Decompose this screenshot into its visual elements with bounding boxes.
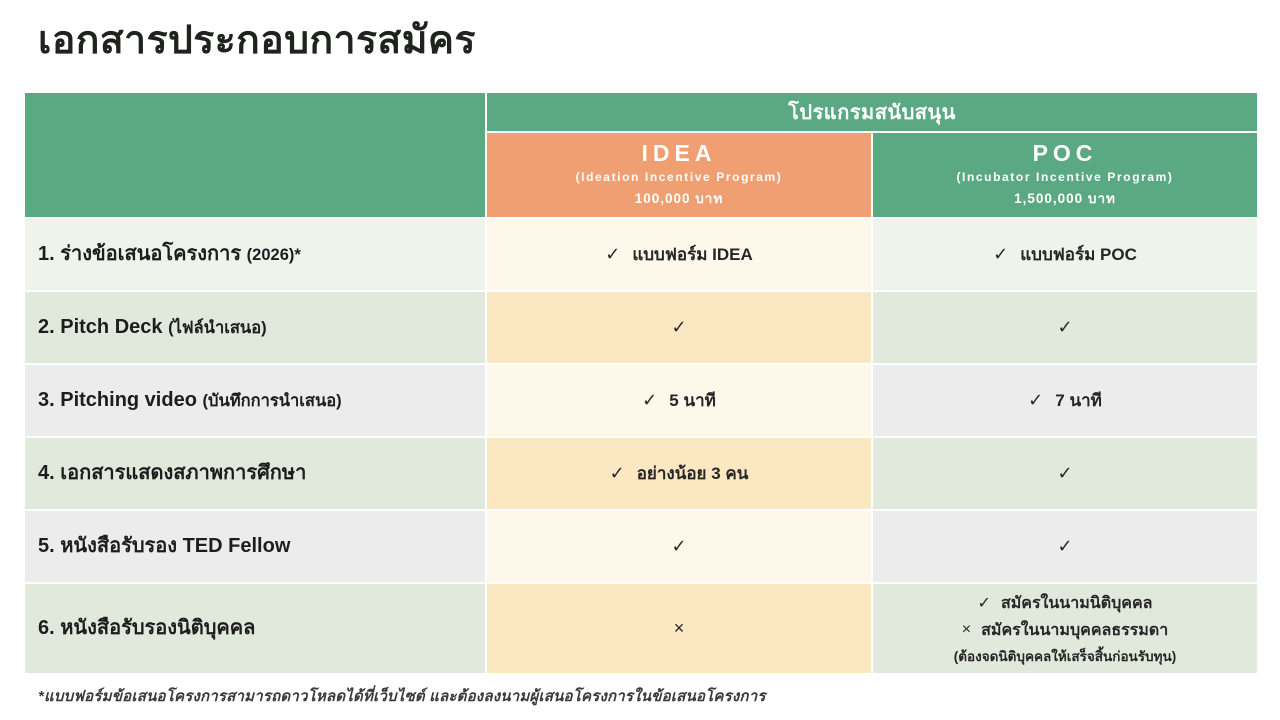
check-icon: ✓: [642, 390, 658, 410]
row-label-text: [38, 242, 301, 267]
row-label-1: [25, 219, 485, 290]
poc-program-subtitle: (Incubator Incentive Program): [956, 169, 1174, 184]
footnote: *แบบฟอร์มข้อเสนอโครงการสามารถดาวโหลดได้ที่เว็บไซต์ และต้องลงนามผู้เสนอโครงการในข้อเสนอโครงการ: [38, 688, 766, 705]
check-icon: ✓: [1028, 390, 1044, 410]
row-label-main: 2. Pitch Deck: [38, 316, 163, 338]
cell-row3-idea: [487, 365, 871, 436]
group-header-support-programs: โปรแกรมสนับสนุน: [487, 93, 1257, 131]
idea-program-subtitle: (Ideation Incentive Program): [575, 169, 783, 184]
check-icon: ✓: [977, 595, 991, 612]
poc-program-amount: 1,500,000 บาท: [1014, 190, 1116, 206]
column-header-poc: [873, 133, 1257, 217]
row-label-text: [38, 461, 306, 486]
cell-row5-poc: [873, 511, 1257, 582]
cell-row4-poc: [873, 438, 1257, 509]
row-label-main: 6. หนังสือรับรองนิติบุคคล: [38, 617, 256, 639]
table-corner-cell: [25, 93, 485, 217]
row-label-sub: (2026)*: [246, 246, 301, 264]
check-icon: ✓: [993, 244, 1009, 264]
row-label-main: 5. หนังสือรับรอง TED Fellow: [38, 535, 291, 557]
check-icon: ✓: [605, 244, 621, 264]
row-label-main: 4. เอกสารแสดงสภาพการศึกษา: [38, 462, 307, 484]
cross-icon: ×: [961, 621, 972, 638]
cell-text: สมัครในนามบุคคลธรรมดา: [981, 621, 1169, 639]
cell-line: [962, 618, 1168, 643]
check-icon: ✓: [1057, 536, 1073, 556]
cell-text: 7 นาที: [1055, 391, 1102, 410]
cell-row1-idea: [487, 219, 871, 290]
column-header-idea: [487, 133, 871, 217]
idea-program-name: IDEA: [641, 140, 717, 167]
row-label-sub: (ไฟล์นำเสนอ): [168, 319, 267, 337]
documents-table: [25, 93, 1257, 673]
row-label-text: [38, 315, 267, 340]
check-icon: ✓: [671, 536, 687, 556]
cell-line: [954, 645, 1176, 667]
check-icon: ✓: [671, 317, 687, 337]
row-label-text: [38, 616, 255, 641]
cell-row5-idea: [487, 511, 871, 582]
check-icon: ✓: [1057, 317, 1073, 337]
cell-line: [978, 591, 1153, 616]
row-label-text: [38, 534, 290, 559]
row-label-4: [25, 438, 485, 509]
row-label-6: [25, 584, 485, 673]
cell-row6-poc: [873, 584, 1257, 673]
row-label-text: [38, 388, 342, 413]
row-label-sub: (บันทึกการนำเสนอ): [202, 392, 342, 410]
row-label-main: 3. Pitching video: [38, 389, 197, 411]
row-label-5: [25, 511, 485, 582]
idea-program-amount: 100,000 บาท: [634, 190, 724, 206]
cross-icon: ×: [673, 618, 685, 638]
cell-row2-poc: [873, 292, 1257, 363]
cell-text: สมัครในนามนิติบุคคล: [1000, 594, 1153, 612]
cell-row2-idea: [487, 292, 871, 363]
row-label-2: [25, 292, 485, 363]
page-title: เอกสารประกอบการสมัคร: [38, 19, 476, 62]
cell-row1-poc: [873, 219, 1257, 290]
check-icon: ✓: [609, 463, 625, 483]
cell-row3-poc: [873, 365, 1257, 436]
cell-text: 5 นาที: [669, 391, 716, 410]
cell-row4-idea: [487, 438, 871, 509]
cell-text: แบบฟอร์ม POC: [1020, 245, 1137, 264]
poc-program-name: POC: [1032, 140, 1098, 167]
cell-text: อย่างน้อย 3 คน: [636, 464, 749, 483]
cell-text: แบบฟอร์ม IDEA: [632, 245, 753, 264]
cell-note: (ต้องจดนิติบุคคลให้เสร็จสิ้นก่อนรับทุน): [953, 648, 1177, 664]
check-icon: ✓: [1057, 463, 1073, 483]
row-label-3: [25, 365, 485, 436]
row-label-main: 1. ร่างข้อเสนอโครงการ: [38, 243, 242, 265]
cell-row6-idea: [487, 584, 871, 673]
